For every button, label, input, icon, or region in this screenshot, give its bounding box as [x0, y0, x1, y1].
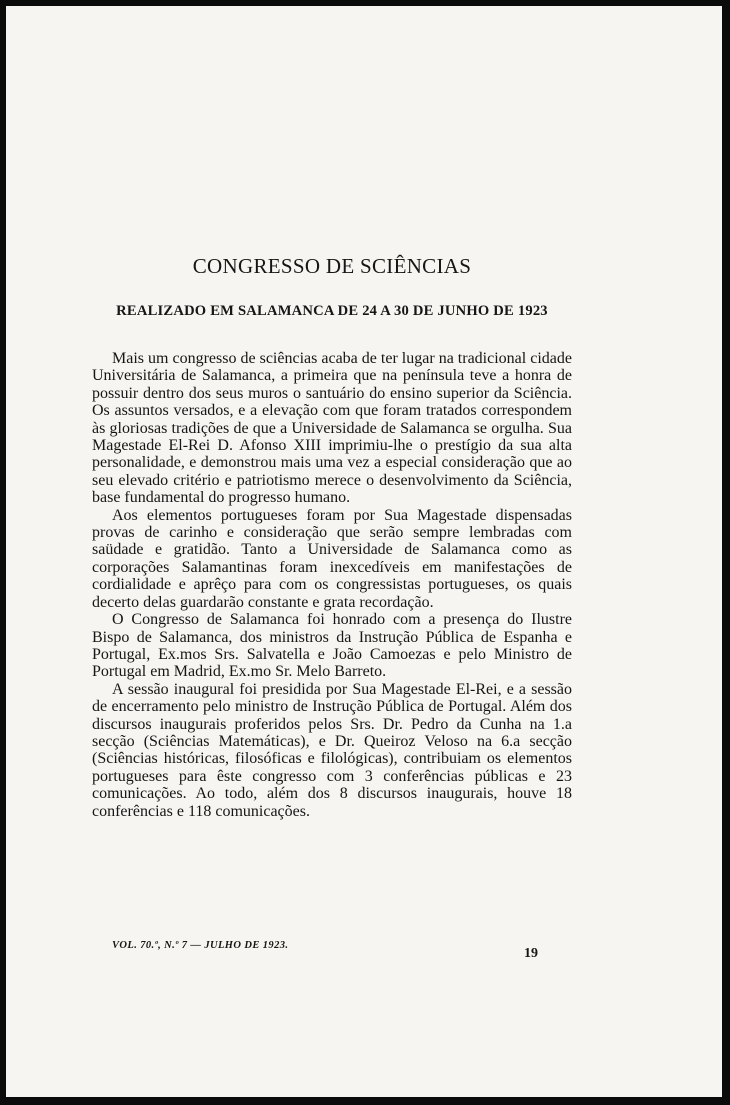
paragraph-2: Aos elementos portugueses foram por Sua Magestade dispensadas provas de carinho e consideração que serão sempre lembradas com saüdade e gratidão. Tanto a Universidade de Salamanca como as corporações Salamantinas foram inexcedíveis em manifestações de cordialidade e aprêço para com os congressistas portugueses, os quais decerto delas guardarão constante e grata recordação. — [92, 506, 572, 611]
article-body — [92, 350, 572, 820]
paragraph-3: O Congresso de Salamanca foi honrado com a presença do Ilustre Bispo de Salamanca, dos ministros da Instrução Pública de Espanha e Portugal, Ex.mos Srs. Salvatella e João Camoezas e pelo Ministro de Portugal em Madrid, Ex.mo Sr. Melo Barreto. — [92, 611, 572, 681]
article-subtitle: REALIZADO EM SALAMANCA DE 24 A 30 DE JUNHO DE 1923 — [116, 303, 548, 319]
volume-footer: VOL. 70.º, N.º 7 — JULHO DE 1923. — [112, 940, 289, 951]
paragraph-4: A sessão inaugural foi presidida por Sua Magestade El-Rei, e a sessão de encerramento pelo ministro de Instrução Pública de Portugal. Além dos discursos inaugurais proferidos pelos Srs. Dr. Pedro da Cunha na 1.a secção (Sciências Matemáticas), e Dr. Queiroz Veloso na 6.a secção (Sciências históricas, filosóficas e filológicas), contribuiam os elementos portugueses para êste congresso com 3 conferências públicas e 23 comunicações. Ao todo, além dos 8 discursos inaugurais, houve 18 conferências e 118 comunicações. — [92, 680, 572, 820]
page-number: 19 — [524, 946, 538, 961]
article-title: CONGRESSO DE SCIÊNCIAS — [192, 254, 472, 278]
paragraph-1: Mais um congresso de sciências acaba de ter lugar na tradicional cidade Universitária de Salamanca, a primeira que na península teve a honra de possuir dentro dos seus muros o santuário do ensino superior da Sciência. Os assuntos versados, e a elevação com que foram tratados correspondem às gloriosas tradições de que a Universidade de Salamanca se orgulha. Sua Magestade El-Rei D. Afonso XIII imprimiu-lhe o prestígio da sua alta personalidade, e demonstrou mais uma vez a especial consideração que ao seu elevado critério e patriotismo merece o desenvolvimento da Sciência, base fundamental do progresso humano. — [92, 350, 572, 507]
document-page — [6, 6, 722, 1097]
